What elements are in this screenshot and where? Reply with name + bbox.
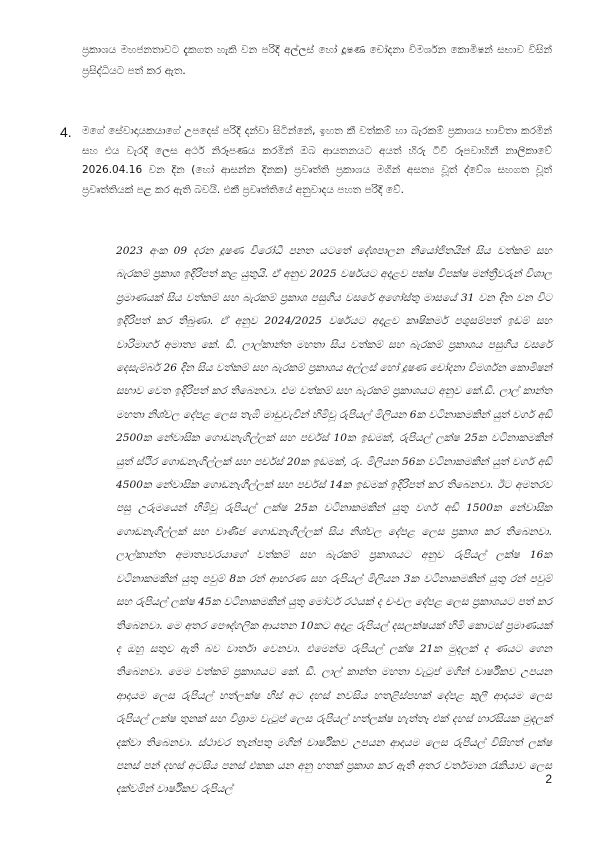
main-paragraph: මගේ සේවාදායකයාගේ උපදෙස් පරිදි දන්වා සිටින්නේ, ඉහත කී වත්කම් හා බැරකම් ප්‍රකාශය භාවිතා කරමින් සහ එය වැරදි ලෙස අර්ථ නිරූපණය කරමින් ඔබ ආයතනයට අයත් හිරු ටීවී රූපවාහිනී නාලිකාවේ 2026.04.16 වන දින (හෝ ආසන්න දිනක) ප්‍රවෘත්ති ප්‍රකාශය මගින් අසත්‍ය වූත් ද්වේශ සහගත වූත් ප්‍රවෘත්තියක් පළ කර ඇති බවයි. එකී ප්‍රවෘත්තියේ අනුවාදය පහත පරිදි වේ.: [82, 125, 552, 196]
page-number: 2: [545, 772, 552, 786]
top-paragraph: ප්‍රකාශය මහජනතාවට දැකගත හැකි වන පරිදි අල්ලස් හෝ දූෂණ චෝදනා විමර්ශන කොමිෂන් සභාව විසින් ප්‍රසිද්ධියට පත් කර ඇත.: [82, 44, 552, 77]
quoted-news-report: 2023 අංක 09 දරන දූෂණ විරෝධී පනත යටතේ දේශපාලන නියෝජිතයින් සිය වත්කම් සහ බැරකම් ප්‍රකාශ ඉදිරිපත් කළ යුතුයි. ඒ අනුව 2025 වර්ෂයට අදාළව පක්ෂ විපක්ෂ මන්ත්‍රීවරුන් විශාල ප්‍රමාණයක් සිය වත්කම් සහ බැරකම් ප්‍රකාශ පසුගිය වසරේ අගෝස්තු මාසයේ 31 වන දින වන විට ඉදිරිපත් කර තිබුණා. ඒ අනුව 2024/2025 වර්ෂයට අදාළව කෘෂිකර්ම පශුසම්පත් ඉඩම් සහ වාරිමාර්ග අමාත්‍ය කේ. ඩී. ලාල්කාන්ත මහතා සිය වත්කම් සහ බැරකම් ප්‍රකාශය පසුගිය වසරේ දෙසැම්බර් 26 දින සිය වත්කම් සහ බැරකම් ප්‍රකාශය අල්ලස් හෝ දූෂණ චෝදනා විමර්ශන කොමිෂන් සභාව වෙත ඉදිරිපත් කර තිබෙනවා. එම වත්කම් සහ බැරකම් ප්‍රකාශයට අනුව කේ.ඩී. ලාල් කාන්ත මහතා නිශ්චල දේපළ ලෙස තැඹි මාඩුවැවින් හිමිවූ රුපියල් මිලියන 6ක වටිනාකමකින් යුත් වර්ග අඩි 2500ක නේවාසික ගොඩනැගිල්ලක් සහ පර්චස් 10ක ඉඩමක්, රුපියල් ලක්ෂ 25ක වටිනාකමකින් යුත් ස්ථිර ගොඩනැගිල්ලක් සහ පර්චස් 20ක ඉඩමක්, රු. මිලියන 56ක වටිනාකමකින් යුත් වර්ග අඩි 4500ක නේවාසික ගොඩනැගිල්ලක් සහ පර්චස් 14ක ඉඩමක් ඉදිරිපත් කර තිබෙනවා. ඊට අමතරව පසු උරුමයෙන් හිමිවූ රුපියල් ලක්ෂ 25ක වටිනාකමකින් යුතු වර්ග අඩි 1500ක නේවාසික ගොඩනැගිල්ලක් සහ වාණිජ ගොඩනැගිල්ලක් සිය නිශ්චල දේපළ ලෙස ප්‍රකාශ කර තිබෙනවා. ලාල්කාන්ත අමාත්‍යවරයාගේ වත්කම් සහ බැරකම් ප්‍රකාශයට අනුව රුපියල් ලක්ෂ 16ක වටිනාකමකින් යුතු පවුම් 8ක රන් ආභරණ සහ රුපියල් මිලියන 3ක වටිනාකමකින් යුතු රන් පවුම් සහ රුපියල් ලක්ෂ 45ක වටිනාකමකින් යුතු මෝටර් රථයක් ද චංචල දේපළ ලෙස ප්‍රකාශයට පත් කර තිබෙනවා. මෙ අතර පෞද්ගලික ආයතන 10කට අදාළ රුපියල් දසලක්ෂයක් හිමි කොටස් ප්‍රමාණයක් ද ඔහු සතුව ඇති බව වාර්තා වෙනවා. එමෙන්ම රුපියල් ලක්ෂ 21ක මුදලක් ද ණයට ගෙන තිබෙනවා. මෙම වත්කම් ප්‍රකාශයට කේ. ඩී. ලාල් කාන්ත මහතා වැටුප් මගින් වාර්ෂිකව උපයන ආදායම ලෙස රුපියල් හත්ලක්ෂ හිස් අට දහස් නවසිය හතළිස්පහක් දේපළ කුලී ආදායම ලෙස රුපියල් ලක්ෂ තුනක් සහ විශ්‍රාම වැටුප් ලෙස රුපියල් හත්ලක්ෂ හැත්තෑ එක් දහස් හාරසියක මුදලක් දක්වා තිබෙනවා. ස්ථාවර තැන්පතු මගින් වාර්ෂිකව උපයන ආදායම ලෙස රුපියල් විසිහත් ලක්ෂ පනස් පන් දහස් අටසිය පනස් එකක යන අනු හතක් ප්‍රකාශ කර ඇති අතර වර්තමාන රැකියාව ලෙස දක්වමින් වාර්ෂිකව රුපියල්: [116, 245, 552, 796]
item-number: 4.: [60, 124, 72, 140]
